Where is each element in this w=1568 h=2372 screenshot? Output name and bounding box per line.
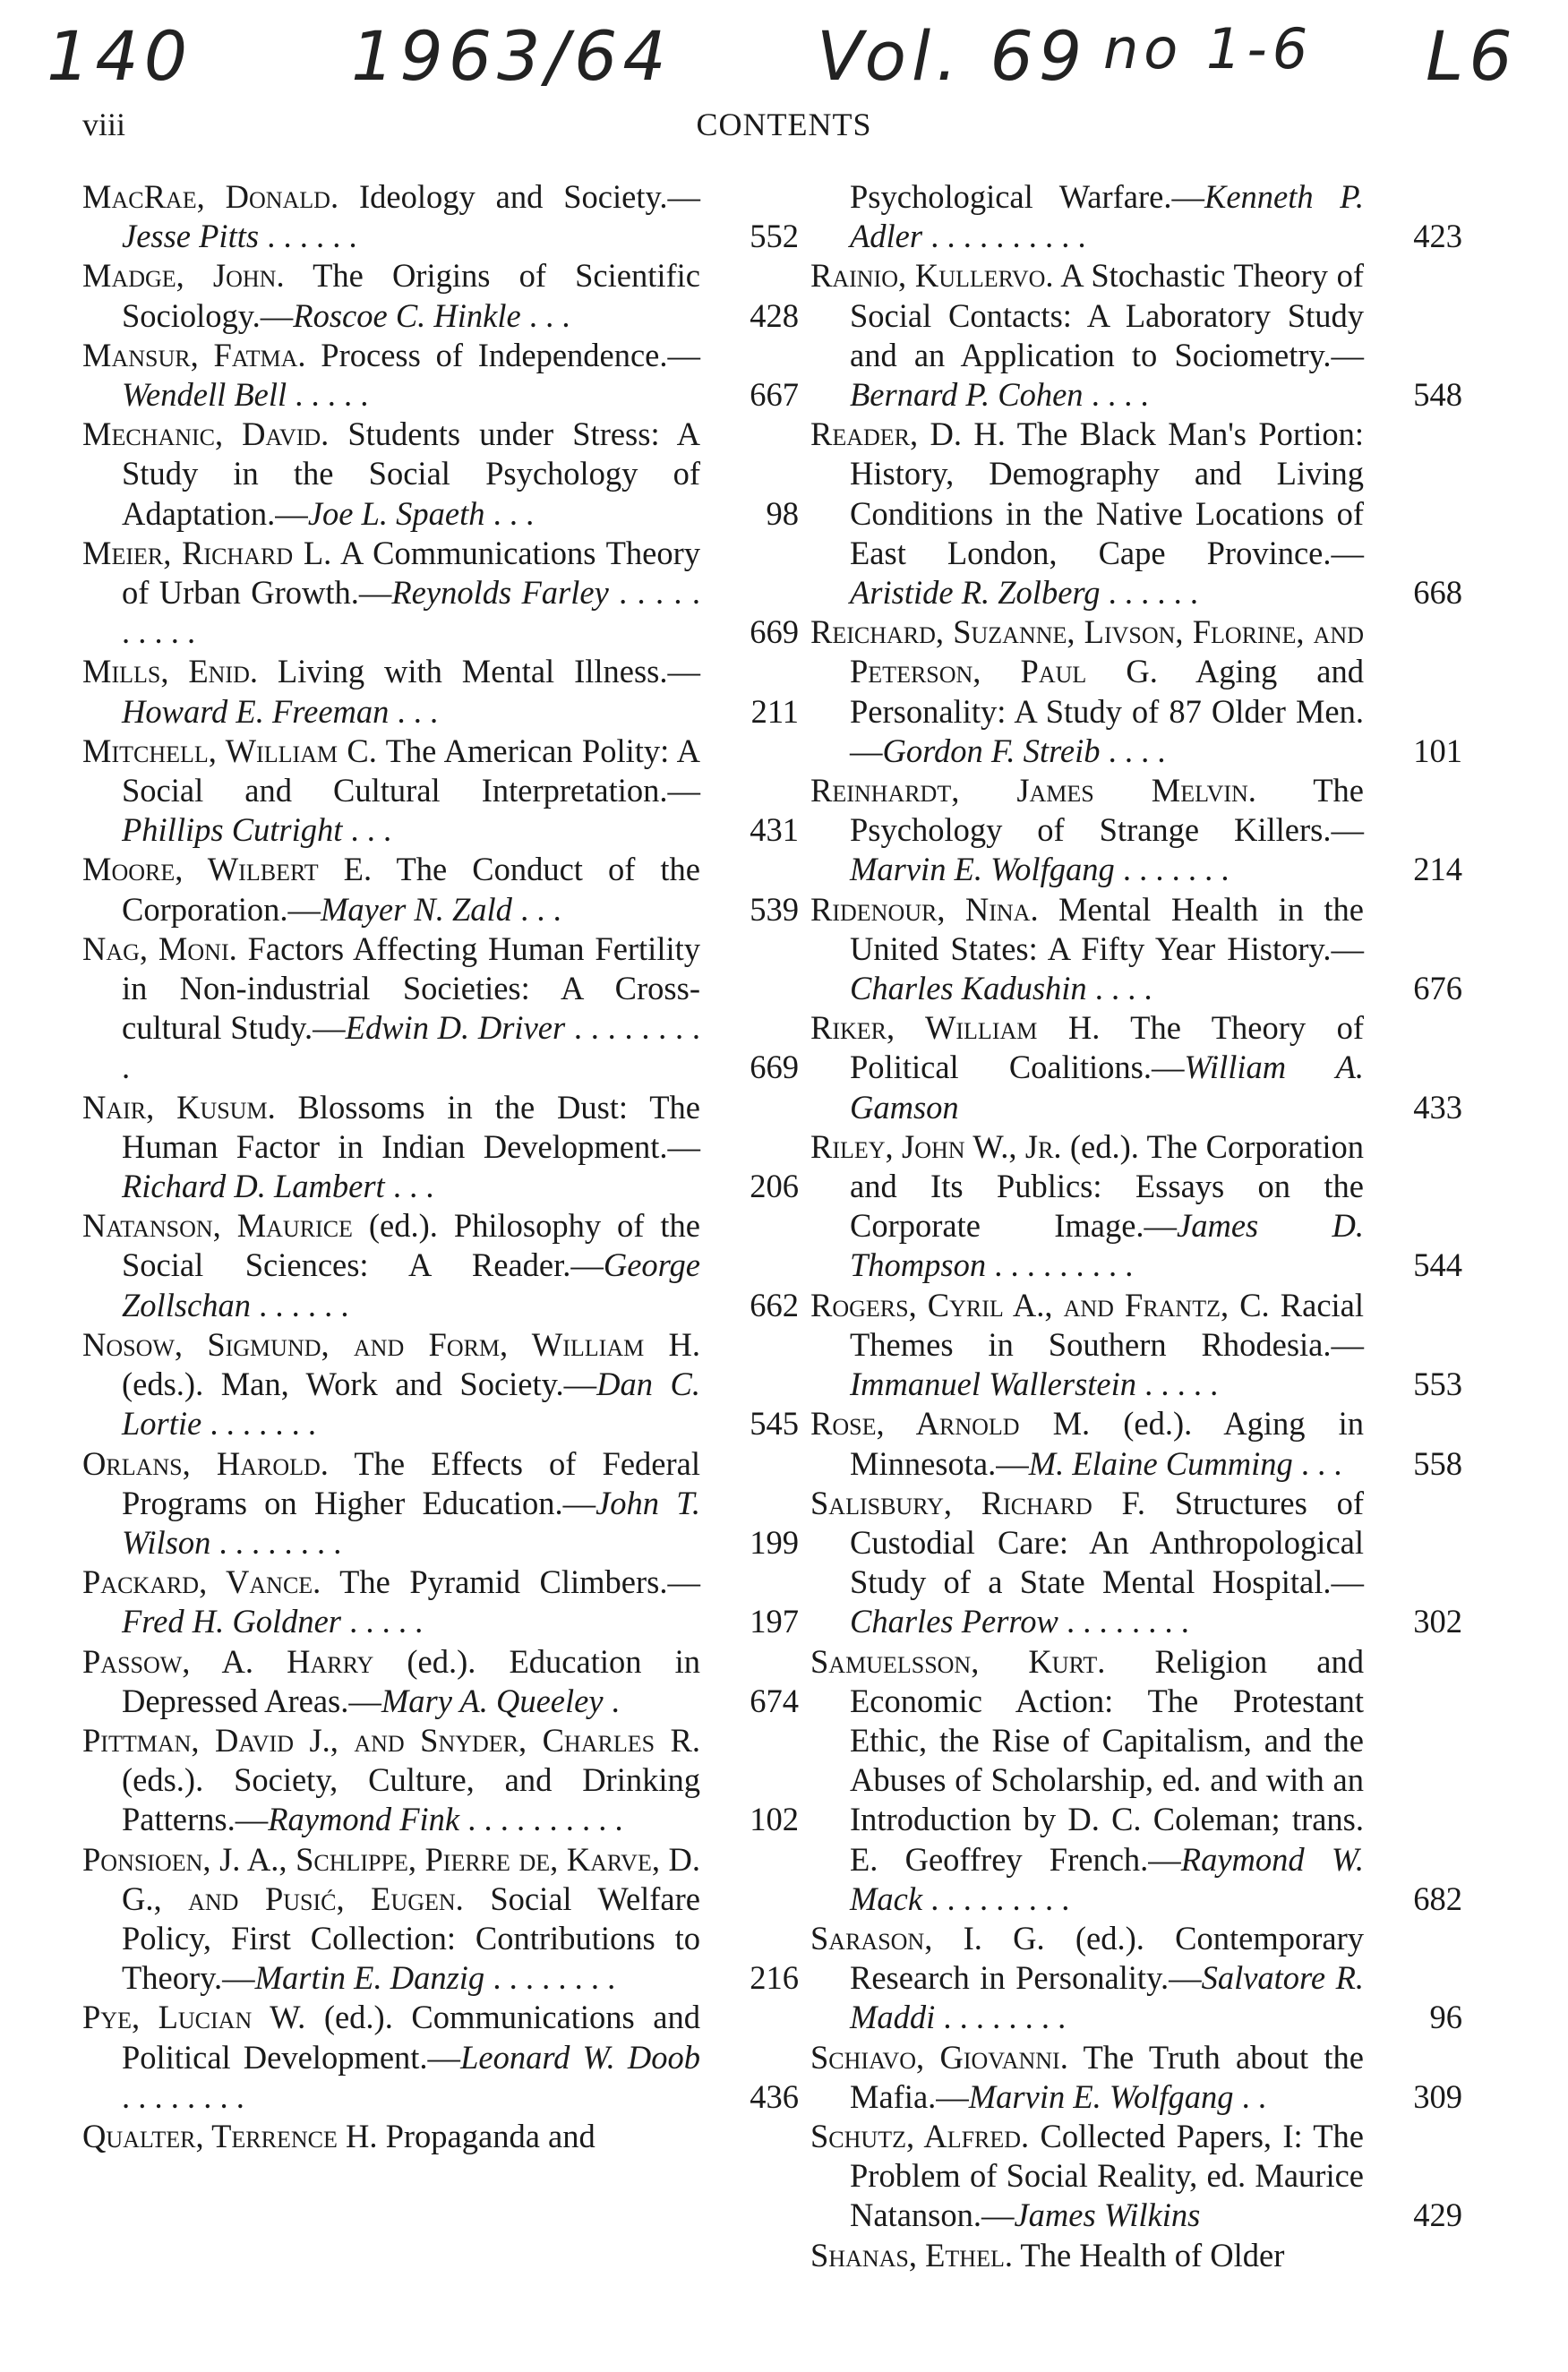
- entry-author: Mechanic, David.: [82, 415, 330, 453]
- entry-page-number: 436: [750, 2077, 799, 2115]
- contents-column-left: [82, 177, 799, 2156]
- entry-leader-dots: . . . . . .: [251, 1286, 349, 1323]
- entry-author: Sarason, I. G.: [810, 1919, 1045, 1957]
- annotation-shelf: L6: [1426, 16, 1518, 96]
- contents-entry: [82, 256, 799, 335]
- entry-title: The Health of Older: [1012, 2236, 1285, 2274]
- entry-reviewer: George Zollschan: [122, 1246, 700, 1323]
- contents-entry: [82, 1563, 799, 1641]
- entry-title: The Black Man's Portion: History, Demography and Living Conditions in the Native Locations of East London, Cape Province.—: [850, 415, 1364, 571]
- entry-author: Nag, Moni.: [82, 929, 237, 967]
- entry-leader-dots: . . .: [1292, 1444, 1342, 1482]
- entry-author: Mills, Enid.: [82, 653, 258, 690]
- entry-reviewer: Charles Kadushin: [850, 970, 1087, 1007]
- entry-reviewer: M. Elaine Cumming: [1028, 1444, 1293, 1482]
- entry-page-number: 206: [750, 1168, 799, 1205]
- entry-page-number: 216: [750, 1959, 799, 1997]
- entry-author: Rose, Arnold M.: [810, 1405, 1091, 1443]
- contents-entry: [810, 1127, 1462, 1286]
- contents-entry: [810, 1286, 1462, 1405]
- entry-leader-dots: . . . . . . . .: [935, 1999, 1067, 2036]
- entry-title: The Truth about the Mafia.—: [850, 2038, 1364, 2115]
- contents-entry: [810, 612, 1462, 771]
- entry-author: Packard, Vance.: [82, 1563, 321, 1601]
- entry-page-number: 96: [1429, 1999, 1462, 2036]
- entry-title: Structures of Custodial Care: An Anthropological Study of a State Mental Hospital.—: [850, 1484, 1364, 1601]
- entry-reviewer: Roscoe C. Hinkle: [293, 296, 521, 334]
- entry-title: Collected Papers, I: The Problem of Social Reality, ed. Maurice Natanson.—: [850, 2117, 1364, 2234]
- contents-entry: [82, 1840, 799, 1999]
- entry-page-number: 429: [1413, 2196, 1462, 2234]
- entry-reviewer: Joe L. Spaeth: [307, 494, 485, 532]
- contents-entry: [810, 177, 1462, 256]
- entry-title: Psychological Warfare.—: [850, 178, 1204, 215]
- entry-title: (eds.). Society, Culture, and Drinking Patterns.—: [122, 1761, 700, 1838]
- contents-entry: [810, 1919, 1462, 2038]
- entry-title: Living with Mental Illness.—: [257, 653, 700, 690]
- entry-reviewer: James D. Thompson: [850, 1207, 1364, 1284]
- entry-author: Nair, Kusum.: [82, 1088, 276, 1126]
- entry-reviewer: Dan C. Lortie: [122, 1366, 700, 1443]
- entry-reviewer: Jesse Pitts: [122, 218, 260, 255]
- entry-reviewer: Charles Perrow: [850, 1603, 1058, 1640]
- entry-author: Reader, D. H.: [810, 415, 1006, 453]
- entry-author: Rogers, Cyril A., and Frantz, C.: [810, 1286, 1270, 1323]
- entry-page-number: 552: [750, 218, 799, 255]
- entry-leader-dots: . . . .: [1083, 376, 1149, 414]
- entry-author: Schutz, Alfred.: [810, 2117, 1030, 2154]
- entry-title: (ed.). The Corporation and Its Publics: Essays on the Corporate Image.—: [850, 1127, 1364, 1245]
- entry-author: MacRae, Donald.: [82, 178, 339, 215]
- entry-reviewer: James Wilkins: [1014, 2196, 1201, 2234]
- entry-reviewer: Leonard W. Doob: [460, 2038, 700, 2076]
- entry-author: Qualter, Terrence H.: [82, 2117, 378, 2154]
- contents-entry: [82, 1721, 799, 1840]
- entry-title: Ideology and Society.—: [338, 178, 700, 215]
- entry-leader-dots: . . . . . . . . . .: [922, 218, 1086, 255]
- entry-reviewer: William A. Gamson: [850, 1049, 1365, 1126]
- contents-entry: [82, 850, 799, 929]
- contents-entry: [810, 2117, 1462, 2236]
- entry-title: Process of Independence.—: [305, 336, 701, 373]
- entry-reviewer: Fred H. Goldner: [122, 1603, 341, 1640]
- annotation-volume: Vol. 69: [817, 16, 1088, 96]
- entry-author: Riker, William H.: [810, 1009, 1101, 1047]
- entry-leader-dots: . . . . .: [341, 1603, 424, 1640]
- entry-page-number: 302: [1413, 1603, 1462, 1640]
- entry-leader-dots: . . .: [342, 811, 392, 849]
- contents-entry: [810, 415, 1462, 612]
- contents-entry: [810, 1484, 1462, 1642]
- contents-entry: [82, 1444, 799, 1563]
- entry-leader-dots: . . . .: [1086, 970, 1152, 1007]
- contents-entry: [810, 1404, 1462, 1483]
- annotation-year: 1963/64: [351, 16, 672, 96]
- entry-title: A Stochastic Theory of Social Contacts: A Laboratory Study and an Application to Sociometry.—: [850, 257, 1364, 373]
- entry-reviewer: Martin E. Danzig: [254, 1959, 485, 1997]
- page-number: viii: [82, 107, 126, 142]
- entry-reviewer: Reynolds Farley: [391, 574, 609, 612]
- entry-author: Meier, Richard L.: [82, 534, 332, 571]
- entry-page-number: 431: [750, 811, 799, 849]
- entry-author: Samuelsson, Kurt.: [810, 1642, 1106, 1680]
- entry-leader-dots: . . .: [520, 296, 570, 334]
- entry-reviewer: Marvin E. Wolfgang: [968, 2077, 1234, 2115]
- entry-reviewer: Howard E. Freeman: [122, 692, 390, 730]
- annotation-issues: no 1-6: [1103, 16, 1314, 81]
- entry-author: Mitchell, William C.: [82, 732, 377, 769]
- entry-title: Factors Affecting Human Fertility in Non-industrial Societies: A Cross-cultural Study.—: [122, 929, 700, 1047]
- entry-title: A Communications Theory of Urban Growth.—: [122, 534, 700, 612]
- entry-author: Rainio, Kullervo.: [810, 257, 1054, 295]
- entry-reviewer: Raymond W. Mack: [850, 1840, 1364, 1917]
- contents-entry: [810, 1008, 1462, 1127]
- entry-page-number: 668: [1413, 574, 1462, 612]
- entry-author: Orlans, Harold.: [82, 1444, 329, 1482]
- annotation-call-number: 140: [47, 16, 193, 96]
- entry-reviewer: Mayer N. Zald: [321, 890, 512, 928]
- contents-entry: [82, 2117, 799, 2156]
- contents-entry: [810, 256, 1462, 415]
- entry-page-number: 669: [750, 613, 799, 651]
- entry-leader-dots: . . . . . . . . . .: [122, 574, 700, 651]
- entry-leader-dots: . . . . .: [287, 376, 369, 414]
- entry-author: Schiavo, Giovanni.: [810, 2038, 1068, 2076]
- entry-leader-dots: . . .: [389, 692, 439, 730]
- entry-author: Mansur, Fatma.: [82, 336, 306, 373]
- entry-page-number: 423: [1413, 218, 1462, 255]
- entry-page-number: 676: [1413, 970, 1462, 1007]
- entry-leader-dots: . . . . . .: [259, 218, 357, 255]
- entry-leader-dots: . . . . . . . .: [210, 1523, 342, 1561]
- entry-page-number: 674: [750, 1682, 799, 1719]
- entry-reviewer: Marvin E. Wolfgang: [850, 851, 1115, 888]
- contents-entry: [810, 2236, 1462, 2275]
- entry-leader-dots: . . . . . . .: [1114, 851, 1230, 888]
- entry-leader-dots: . . .: [384, 1168, 434, 1205]
- handwritten-annotation: [47, 16, 1533, 115]
- entry-reviewer: Raymond Fink: [268, 1801, 460, 1838]
- contents-entry: [82, 652, 799, 731]
- entry-leader-dots: . . . . . . . . .: [122, 1009, 700, 1086]
- contents-entry: [82, 1325, 799, 1444]
- entry-reviewer: Bernard P. Cohen: [850, 376, 1084, 414]
- entry-leader-dots: . . . . .: [1136, 1366, 1219, 1403]
- entry-title: Blossoms in the Dust: The Human Factor in Indian Development.—: [122, 1088, 700, 1165]
- entry-page-number: 101: [1413, 732, 1462, 769]
- contents-entry: [82, 732, 799, 851]
- entry-reviewer: Mary A. Queeley: [381, 1682, 604, 1719]
- entry-page-number: 199: [750, 1523, 799, 1561]
- entry-leader-dots: . . . . . . . . .: [986, 1246, 1134, 1284]
- entry-title: Mental Health in the United States: A Fifty Year History.—: [850, 890, 1364, 967]
- entry-leader-dots: . . . . . . . .: [484, 1959, 616, 1997]
- contents-entry: [82, 336, 799, 415]
- entry-reviewer: Wendell Bell: [122, 376, 287, 414]
- entry-author: Salisbury, Richard F.: [810, 1484, 1146, 1521]
- entry-leader-dots: . . . . . .: [1100, 574, 1198, 612]
- entry-page-number: 667: [750, 376, 799, 414]
- entry-title: Propaganda and: [377, 2117, 595, 2154]
- entry-page-number: 548: [1413, 376, 1462, 414]
- entry-title: Aging and Personality: A Study of 87 Older Men.—: [850, 653, 1364, 769]
- entry-leader-dots: . . . . . . . . .: [922, 1880, 1070, 1917]
- entry-page-number: 682: [1413, 1880, 1462, 1917]
- entry-leader-dots: . . . . . . . . . .: [459, 1801, 623, 1838]
- entry-reviewer: Richard D. Lambert: [122, 1168, 385, 1205]
- entry-leader-dots: . . . . . . . .: [1058, 1603, 1189, 1640]
- contents-entry: [82, 929, 799, 1088]
- entry-page-number: 98: [766, 494, 799, 532]
- entry-page-number: 428: [750, 296, 799, 334]
- entry-title: The Origins of Scientific Sociology.—: [122, 257, 700, 334]
- entry-title: The Effects of Federal Programs on Higher Education.—: [122, 1444, 700, 1521]
- entry-author: Shanas, Ethel.: [810, 2236, 1013, 2274]
- entry-title: (ed.). Philosophy of the Social Sciences: A Reader.—: [122, 1207, 700, 1284]
- entry-page-number: 662: [750, 1286, 799, 1323]
- entry-page-number: 211: [750, 692, 799, 730]
- entry-leader-dots: . .: [1233, 2077, 1266, 2115]
- contents-entry: [82, 177, 799, 256]
- entry-reviewer: Immanuel Wallerstein: [850, 1366, 1137, 1403]
- contents-column-right: [810, 177, 1462, 2275]
- entry-author: Nosow, Sigmund, and Form, William: [82, 1325, 645, 1363]
- entry-title: Students under Stress: A Study in the Social Psychology of Adaptation.—: [122, 415, 700, 532]
- entry-reviewer: Gordon F. Streib: [882, 732, 1101, 769]
- page-title: CONTENTS: [696, 107, 872, 142]
- entry-title: Religion and Economic Action: The Protestant Ethic, the Rise of Capitalism, and the Abuses of Scholarship, ed. and with an Introduction by D. C. Coleman; trans. E. Geoffrey French.—: [850, 1642, 1364, 1878]
- entry-author: Ridenour, Nina.: [810, 890, 1039, 928]
- entry-author: Moore, Wilbert E.: [82, 851, 373, 888]
- entry-author: Madge, John.: [82, 257, 285, 295]
- entry-title: (ed.). Communications and Political Development.—: [122, 1999, 700, 2076]
- entry-reviewer: Phillips Cutright: [122, 811, 343, 849]
- entry-reviewer: Aristide R. Zolberg: [850, 574, 1101, 612]
- contents-entry: [810, 890, 1462, 1009]
- entry-author: Riley, John W., Jr.: [810, 1127, 1062, 1165]
- contents-entry: [82, 415, 799, 534]
- contents-entry: [82, 1088, 799, 1207]
- entry-page-number: 197: [750, 1603, 799, 1640]
- entry-author: Ponsioen, J. A., Schlippe, Pierre de, Karve, D. G., and Pusić, Eugen.: [82, 1840, 700, 1917]
- entry-author: Reinhardt, James Melvin.: [810, 772, 1256, 809]
- entry-page-number: 669: [750, 1049, 799, 1086]
- contents-entry: [810, 1642, 1462, 1919]
- entry-title: H. (eds.). Man, Work and Society.—: [122, 1325, 700, 1403]
- entry-page-number: 544: [1413, 1246, 1462, 1284]
- entry-author: Pittman, David J., and Snyder, Charles R.: [82, 1721, 700, 1759]
- entry-title: The Conduct of the Corporation.—: [122, 851, 700, 928]
- contents-entry: [82, 1642, 799, 1721]
- entry-title: The American Polity: A Social and Cultural Interpretation.—: [122, 732, 700, 809]
- entry-title: (ed.). Aging in Minnesota.—: [850, 1405, 1364, 1482]
- entry-page-number: 539: [750, 890, 799, 928]
- entry-title: The Theory of Political Coalitions.—: [850, 1009, 1365, 1086]
- entry-page-number: 558: [1413, 1444, 1462, 1482]
- entry-title: Racial Themes in Southern Rhodesia.—: [850, 1286, 1364, 1363]
- contents-entry: [810, 2038, 1462, 2117]
- contents-entry: [82, 1998, 799, 2117]
- entry-reviewer: Edwin D. Driver: [345, 1009, 566, 1047]
- entry-page-number: 433: [1413, 1088, 1462, 1126]
- entry-page-number: 553: [1413, 1366, 1462, 1403]
- entry-page-number: 309: [1413, 2077, 1462, 2115]
- contents-entry: [82, 534, 799, 653]
- entry-page-number: 102: [750, 1801, 799, 1838]
- entry-leader-dots: . . . . . . . .: [122, 2077, 244, 2115]
- entry-leader-dots: . . . . . . .: [201, 1405, 316, 1443]
- entry-author: Reichard, Suzanne, Livson, Florine, and Peterson, Paul G.: [810, 613, 1364, 690]
- entry-title: The Pyramid Climbers.—: [321, 1563, 700, 1601]
- entry-title: Social Welfare Policy, First Collection: Contributions to Theory.—: [122, 1880, 700, 1997]
- entry-reviewer: Kenneth P. Adler: [850, 178, 1365, 255]
- entry-author: Passow, A. Harry: [82, 1642, 374, 1680]
- entry-leader-dots: . . . .: [1100, 732, 1166, 769]
- entry-page-number: 214: [1413, 851, 1462, 888]
- entry-page-number: 545: [750, 1405, 799, 1443]
- contents-entry: [82, 1206, 799, 1325]
- entry-title: (ed.). Contemporary Research in Personality.—: [850, 1919, 1364, 1997]
- entry-leader-dots: . . .: [511, 890, 561, 928]
- entry-title: (ed.). Education in Depressed Areas.—: [122, 1642, 700, 1719]
- contents-entry: [810, 771, 1462, 890]
- entry-reviewer: John T. Wilson: [122, 1484, 700, 1561]
- entry-author: Natanson, Maurice: [82, 1207, 353, 1245]
- entry-author: Pye, Lucian W.: [82, 1999, 306, 2036]
- entry-title: The Psychology of Strange Killers.—: [850, 772, 1364, 849]
- entry-leader-dots: .: [603, 1682, 620, 1719]
- entry-reviewer: Salvatore R. Maddi: [850, 1959, 1364, 2036]
- entry-leader-dots: . . .: [484, 494, 535, 532]
